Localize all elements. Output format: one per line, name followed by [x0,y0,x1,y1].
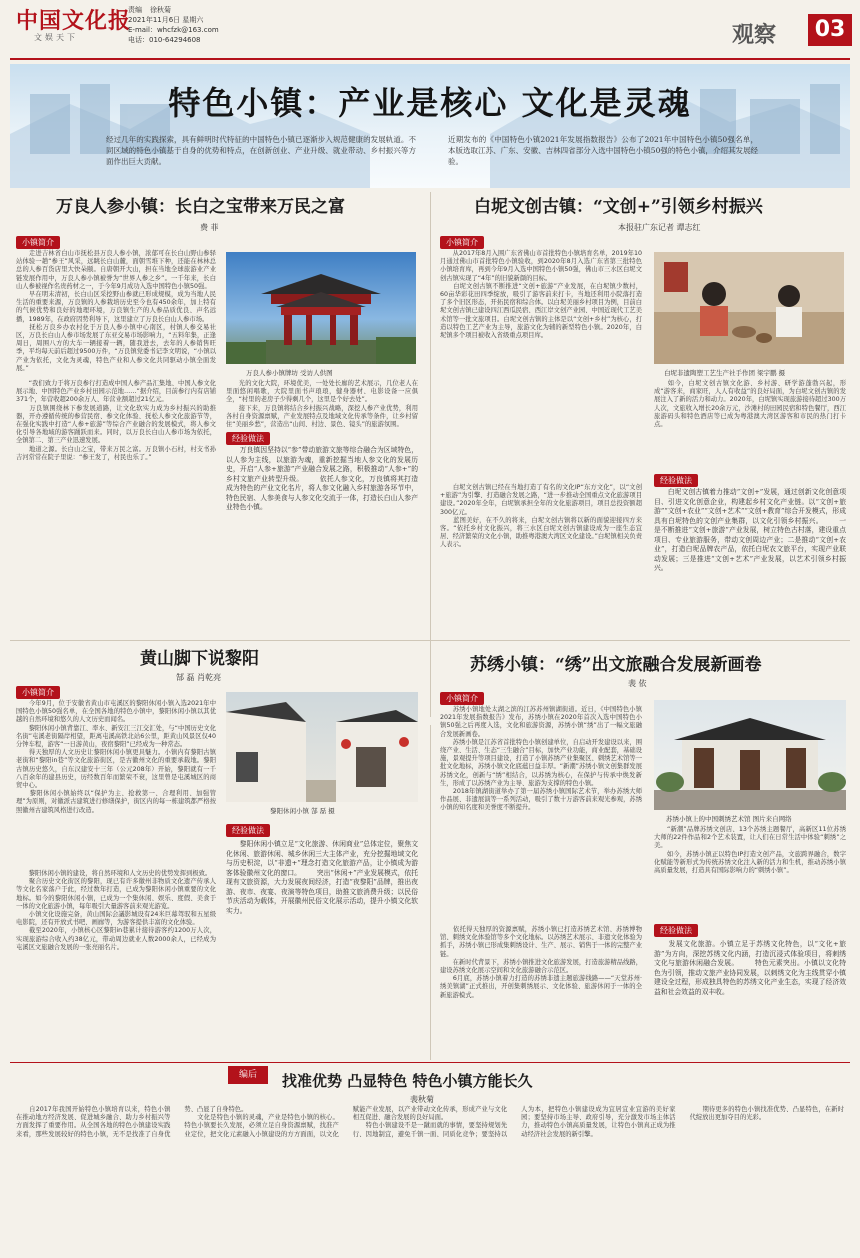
baini-body-1: 从2017年8月入围广东省佛山市首批特色小镇培育名单，2019年10月通过佛山市首批特色小镇验收，到2020年8月入选广东省第三批特色小镇培育库，再到今年9月入选中国特色小镇50强，佛山市三水区白坭文创古镇实现了“4年”的旧貌新颜的目标。 白坭文创古镇不断推进“文创+旅游”产业发展，在白坭镇少数村，60亩华彩花田四季绽放，吸引了游客前来打卡，当地还利用小院落打造了多个旧区形态，开拓民宿和综合体。以白坭美丽乡村项目为例，目前白坭文创古镇已建设四江西瓜民宿、西江岸文创产业园、中国近现代工艺美术馆等一批文旅项目。白坭文创古镇的主体是以“文创+乡村”为核心，打造以特色工艺产业为主导，旅游文化为辅的新型特色小镇。2020年，白坭镇多个项目被收入省级重点项目库。 [440,250,642,340]
suzhou-pull: 发展文化旅游。小镇立足于苏绣文化特色，以“文化+旅游”为方向，深挖苏绣文化内涵，打造沉浸式体验项目，将刺绣文化与旅游休闲融合发展。 特色元素突出。小镇以文化特色为引领，推动文旅产业协同发展，以刺绣文化为主线贯穿小镇建设全过程，形成独具特色的苏绣文化产业生态，实现了经济效益和社会效益的双丰收。 [654,940,846,996]
paifang-illustration [226,252,416,364]
pottery-workshop-illustration [654,252,844,364]
baini-caption: 白坭非遗陶塑工艺生产社手作团 梁宇鹏 摄 [664,369,786,377]
logo: 中国文化报 [16,8,132,34]
wanliang-pull: 万良镇因坚持以“参”带动旅游文旅等综合融合为区域特色，以人参为主线，以旅游为魂，重新挖掘当地人参文化的发展历史，开启“人参+旅游”产业融合发展之路，积极推动“人参+”的乡村文旅产业转型升级。 依托人参文化，万良镇将其打造成为特色的产业文化名片，将人参文化融入乡村旅游各环节中，特色民宿、人参美食与人参文化交流于一体，打造长白山人参产业特色小镇。 [226,446,418,511]
wanliang-body-1: 走进吉林省白山市抚松县万良人参小镇，浓郁可在长白山野山参驿站体验一趟“参王”风采，远眺长白山麓，面朝雪堆下种，还能在林林总总的人参百货店里大快朵颐。自唐朝开大山，担在当地全球旅游业产业链发展作用中，万良人参小镇被誉为“世界人参之乡”。一千年来，长白山人参被视作名贵药材之一，于今年9月成功入选中国特色小镇50强。 早在明末清初，长白山区采挖野山参就已形成规模，成为当地人民生活的重要来源，万良镇的人参栽培历史至今也有450余年，加上特有的气候优势和良好的地理环境，万良镇生产的人参品质优良、声名远播，1989年，在政府因势利导下，这里建立了万良长白山人参市场。 抚松万良乡办农村化于万良人参小镇中心南区，村镇人参交易社区，万良长白山人参市场发展了东亚交易市场影响力，“五料年集，正逢周日，周围八方的大车一辆接着一辆，随我进去，去年的人参销售旺季，平均每天前后超过9500万件，“万良镇党委书记李文明说，“小镇以产业为依托，文化为灵魂，特色产业和人参文化共同驱动小镇全面发展。” [16,250,216,372]
baini-body-3: 如今，白坭文创古镇文化游、乡村游、研学游蓬勃兴起，形成“游客来，商家旺，人人有收益”的良好局面，为白坭文创古镇的发展注入了新的活力和动力。2020年，白坭镇实现旅游接待超过300万人次，文旅收入增长20余万元，沙滩村的田园民宿和特色餐厅，西江旅游码头和特色酒店等已成为粤港澳大湾区游客和市民的热门打卡点。 [654,380,846,429]
center-divider [430,192,431,717]
section-name: 观察 [732,22,777,48]
editorial-author: 裴秋菊 [410,1095,434,1104]
masthead-rule [10,58,850,60]
baini-body-2: 白坭文创古镇已经在当地打造了有名的文化IP“东方文化”，以“文创+旅游”为引擎、打造融合发展之路，“进一步推动全国重点文化旅游项目建设。”2020年全年，白坭镇承担全年的文化旅游项目，项目总投资额超300亿元。 蓝图美好，在不久的将来，白坭文创古镇将以新的面貌迎接四方来客。“依托乡村文化振兴，将三水区白坭文创古镇建设成为一座生态宜居、经济繁荣的文化小镇，助推粤港澳大湾区文化建设。”白坭镇相关负责人表示。 [440,484,642,549]
wanliang-author: 费 菲 [200,223,219,232]
huangshan-badge-method: 经验做法 [226,824,270,837]
baini-title: 白坭文创古镇：“文创+”引领乡村振兴 [474,197,763,217]
suzhou-caption: 苏绣小镇上的中国刺绣艺术馆 图片来自网络 [666,815,792,823]
editor-name: 徐秋菊 [150,6,171,14]
wanliang-body-3: 光的文化大院，环境优美，一处处长廊的艺术展示，几位老人在里面悠闲唱歌，大院里面书声琅琅，健身器材、电影设备一应俱全，“村里的老房子少得剩几个，这里是个好去处”。 接下来，万良镇将结合乡村振兴战略，深挖人参产业优势，利用各村自身资源禀赋，产业发展特点及地域文化传承等条件，让乡村留住“美丽乡愁”，营造出“山间、村边、景色、镜头”的旅游氛围。 [226,380,418,429]
wanliang-caption: 万良人参小镇牌坊 受访人供图 [246,369,333,377]
sub-logo: 文娱天下 [34,33,78,42]
wanliang-title: 万良人参小镇：长白之宝带来万民之富 [56,197,345,217]
phone: 电话：010-64294608 [128,36,201,44]
suzhou-badge-method: 经验做法 [654,924,698,937]
intro-right: 近期发布的《中国特色小镇2021年发展指数报告》公布了2021年中国特色小镇50强名单，本版选取江苏、广东、安徽、吉林四省部分入选中国特色小镇50强的特色小镇，介绍其发展经验。 [448,135,758,166]
suzhou-body-2: 依托得天独厚的资源禀赋，苏绣小镇已打造苏绣艺术馆、苏绣博物馆、刺绣文化体验馆等多个文化地标。以苏绣艺术展示、非遗文化体验为抓手，苏绣小镇已形成集刺绣设计、生产、展示、销售于一体的完整产业链。 在新时代背景下，苏绣小镇推进文化旅游发展，打造旅游精品线路，建设苏绣文化展示空间和文化旅游融合示范区。 6月底，苏绣小镇着力打造的苏绣非遗主题旅游线路——“天堂苏州·绣美镇湖”正式推出，开创集刺绣展示、文化体验、旅游休闲于一体的全新旅游模式。 [440,926,642,999]
editor-label: 责编 [128,6,142,14]
suzhou-body-3: “新潮”品牌苏绣文创店、13个苏绣主题餐厅，高新区11位苏绣大师的22件作品和2个艺术装置，让人们在日常生活中体验“刺绣”之美。 如今，苏绣小镇正以特色IP打造文创产品，文旅跨界融合，数字化赋能等新形式为传统苏绣文化注入新的活力和生机，推动苏绣小镇高质量发展，打造具有国际影响力的“刺绣小镇”。 [654,826,846,875]
editorial-rule [10,1062,850,1063]
masthead [0,0,860,62]
embroidery-museum-illustration [654,700,846,810]
suzhou-badge-intro: 小镇简介 [440,692,484,705]
baini-photo [654,252,844,364]
issue-date: 2021年11月6日 星期六 [128,16,204,24]
wanliang-badge-intro: 小镇简介 [16,236,60,249]
huangshan-pull: 黎阳休闲小镇立足“文化旅游、休闲商业”总体定位，聚焦文化休闲、旅游休闲、城乡休闲三大主体产业，充分挖掘地域文化与历史积淀，以“非遗+”理念打造文化旅游产品，让小镇成为游客体验徽州文化的窗口。 突出“休闲+”产业发展模式，依托现有文旅资源，大力发展夜间经济，打造“夜黎阳”品牌，推出夜游、夜市、夜宴、夜演等特色项目，助推文旅消费升级；以民俗节庆活动为载体，开展徽州民俗文化展示活动，提升小镇文化软实力。 [226,840,418,915]
suzhou-body-1: 苏绣小镇地处太湖之滨的江苏苏州镇湖街道。近日，《中国特色小镇2021年发展指数报告》发布，苏绣小镇在2020年首次入选中国特色小镇50强之后再度入选，文化和旅游资源，苏绣小镇“绣”出了一幅文旅融合发展新画卷。 苏绣小镇是江苏省首批特色小镇创建单位，自启动开发建设以来，围绕产业、生活、生态“三生融合”目标，加快产业功能，商业配套，基础设施，景观提升等项目建设，打造了小镇苏绣产业集聚区、刺绣艺术馆等一批文化地标，苏绣小镇文化底蕴日益丰厚。“新潮”苏绣小镇文创集群发展苏绣文化，创新与“绣”相结合，以苏绣为核心，在保护与传承中焕发新生，形成了以苏绣产业为主导、旅游为支撑的特色小镇。 2018年镇湖街道举办了第一届苏绣小镇国际艺术节，举办苏绣大师作品展、非遗展演等一系列活动，吸引了数十万游客前来观光参观，苏绣小镇的知名度和美誉度不断提升。 [440,706,642,812]
huangshan-body-1: 今年9月，位于安徽省黄山市屯溪区的黎阳休闲小镇入选2021年中国特色小镇50强名单，在全国各地的特色小镇中，黎阳休闲小镇以其优越的自然环境和悠久的人文历史而闻名。 黎阳休闲小镇背靠江、率水、新安江三江交汇处，与“中国历史文化名街”屯溪老街隔岸相望，距离屯溪高铁北站6公里，距黄山风景区仅40分钟车程，游客“一日游黄山，夜宿黎阳”已经成为一种常态。 得天独厚的人文历史让黎阳休闲小镇更具魅力。小镇内有黎阳古镇老街和“黎阳in巷”等文化旅游街区，是古徽州文化的重要承载地。黎阳古镇历史悠久，自东汉建安十三年（公元208年）开始，黎阳就有一千八百余年的建县历史，历经数百年而繁荣不衰，这里曾是屯溪城区的商贸中心。 黎阳休闲小镇始终以“保护为主、抢救第一、合理利用、加强管理”为原则，对徽派古建筑进行修缮保护，街区内的每一栋建筑都严格按照徽州古建筑风格进行改造。 [16,700,216,814]
huangshan-author: 郜 磊 肖乾亮 [176,673,222,682]
center-divider-lower [430,725,431,1060]
wanliang-photo [226,252,416,364]
mid-rule [10,640,850,641]
email: E-mail：whcfzk@163.com [128,26,219,34]
wanliang-badge-method: 经验做法 [226,432,270,445]
suzhou-author: 裴 依 [628,679,647,688]
intro-left: 经过几年的实践探索，具有鲜明时代特征的中国特色小镇已逐渐步入规范健康的发展轨道。不同区域的特色小镇基于自身的优势和特点，在创新创业、产业升级、就业带动、乡村振兴等方面作出巨大贡献。 [106,135,416,166]
page-number: 03 [808,14,852,46]
editorial-title: 找准优势 凸显特色 特色小镇方能长久 [282,1072,533,1090]
baini-pull: 白坭文创古镇着力推动“文创+”发展，通过创新文化创意项目、引进文化创意企业，构建起乡村文化产业链。以“文创+旅游”“文创+农业”“文创+艺术”“文创+教育”综合开发模式，形成具有白坭特色的文创产业集群，以文化引领乡村振兴。 一是不断推进“文创+旅游”产业发展，树立特色古村落，建设重点项目、专业旅游服务，带动文创周边产业；二是推动“文创+农业”，打造白坭品牌农产品，依托白坭农文旅平台，实现产业联动发展；三是推进“文创+艺术”产业发展，以艺术引领乡村振兴。 [654,488,846,572]
editorial-body: 自2017年我国开始特色小镇培育以来，特色小镇在推动地方经济发展、促进城乡融合、助力乡村振兴等方面发挥了重要作用。从全国各地的特色小镇建设实践来看，那些发展较好的特色小镇，无不是找准了自身优势、凸显了自身特色。 文化是特色小镇的灵魂，产业是特色小镇的核心。特色小镇要长久发展，必须立足自身资源禀赋，找准产业定位，把文化元素融入小镇建设的方方面面，以文化赋能产业发展，以产业带动文化传承，形成产业与文化相互促进、融合发展的良好局面。 特色小镇建设不是一蹴而就的事情，要坚持规划先行、因地制宜，避免千镇一面、同质化竞争；要坚持以人为本，把特色小镇建设成为宜居宜业宜游的美好家园；要坚持市场主导、政府引导，充分激发市场主体活力，推动特色小镇高质量发展，让特色小镇真正成为推动经济社会发展的新引擎。 期待更多的特色小镇找准优势、凸显特色，在新时代绽放出更加夺目的光彩。 [16,1106,844,1138]
baini-badge-intro: 小镇简介 [440,236,484,249]
huangshan-title: 黄山脚下说黎阳 [140,649,259,669]
huangshan-badge-intro: 小镇简介 [16,686,60,699]
baini-author: 本报驻广东记者 谭志红 [618,223,701,232]
baini-badge-method: 经验做法 [654,474,698,487]
wanliang-body-2: “我们致力于将万良参行打造成中国人参产品汇集地、中国人参文化展示地、中国特色产业乡村田园示范地……”据介绍，目前参行内有店铺371个，年营收超200余万人、年营业额超过21亿元。 万良镇围绕林下参发展道路，让文化软实力成为乡村振兴的助推器，开办遵循传统的参营民宿、参文化体验、抚松人参文化旅游节等，在强化实践中打造“人参+旅游”等综合产业融合的发展模式，将人参文化引导各地域的游客踊跃而来。同时，以万良长白山人参市场为依托，全镇第二、第三产业迅速发展。 地道之源。长白山之宝，带来万民之富。万良镇小石村，村支书孙吉河常常在院子里说：“参王发了，村民也乐了。” [16,380,216,461]
banner [10,64,850,188]
page-headline: 特色小镇：产业是核心 文化是灵魂 [168,84,692,122]
huangshan-photo [226,692,418,802]
suzhou-photo [654,700,846,810]
suzhou-title: 苏绣小镇：“绣”出文旅融合发展新画卷 [470,655,762,675]
old-street-illustration [226,692,418,802]
huangshan-body-2: 黎阳休闲小镇的建设，将自然环境和人文历史的优势发挥到极致。 聚合历史文化街区的黎阳，现已有许多徽州非物质文化遗产传承人等文化名家落户于此，经过数年打造，已成为黎阳休闲小镇重要的文化地标。如今的黎阳休闲小镇，已成为一个集休闲、娱乐、度假、美食于一体的文化旅游小镇，每年吸引大量游客前来观光游览。 小镇文化设施完备，黄山国际会議影城设有24米巨幕驾驭和五星级电影院，还有开放式书吧、画廊等，为游客提供丰富的文化体验。 截至2020年，小镇核心区黎阳in巷累计接待游客约1200万人次，实现旅游综合收入约38亿元，带动周边就业人数2000余人，已经成为屯溪区文旅融合发展的一张亮丽名片。 [16,870,216,951]
editorial-badge: 编后 [228,1066,268,1084]
huangshan-caption: 黎阳休闲小镇 郜 磊 摄 [270,807,335,815]
